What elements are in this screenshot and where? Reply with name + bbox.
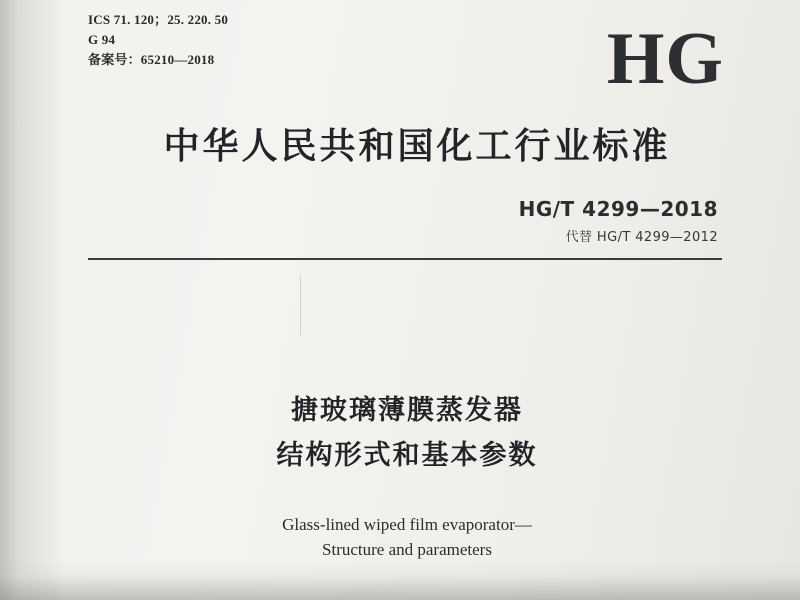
chinese-standard-series-title: 中华人民共和国化工行业标准 <box>163 126 671 167</box>
record-number-line: 备案号：65210—2018 <box>88 52 215 67</box>
standard-replaces-note: 代替 HG/T 4299—2012 <box>565 230 718 245</box>
document-title-en-line-2: Structure and parameters <box>322 540 492 559</box>
document-title-chinese <box>0 388 800 478</box>
hg-standard-mark: HG <box>606 18 724 100</box>
document-title-english <box>0 512 800 562</box>
document-title-cn-line-1: 搪玻璃薄膜蒸发器 <box>291 395 523 426</box>
ics-line-1: ICS 71. 120；25. 220. 50 <box>88 12 229 27</box>
document-title-cn-line-2: 结构形式和基本参数 <box>276 440 538 471</box>
standard-number: HG/T 4299—2018 <box>518 197 718 221</box>
page-fold-mark <box>300 275 301 335</box>
header-divider-rule <box>88 258 722 260</box>
document-title-en-line-1: Glass-lined wiped film evaporator— <box>282 515 532 534</box>
ics-classification-block <box>88 10 228 70</box>
ics-line-2: G 94 <box>88 32 116 47</box>
